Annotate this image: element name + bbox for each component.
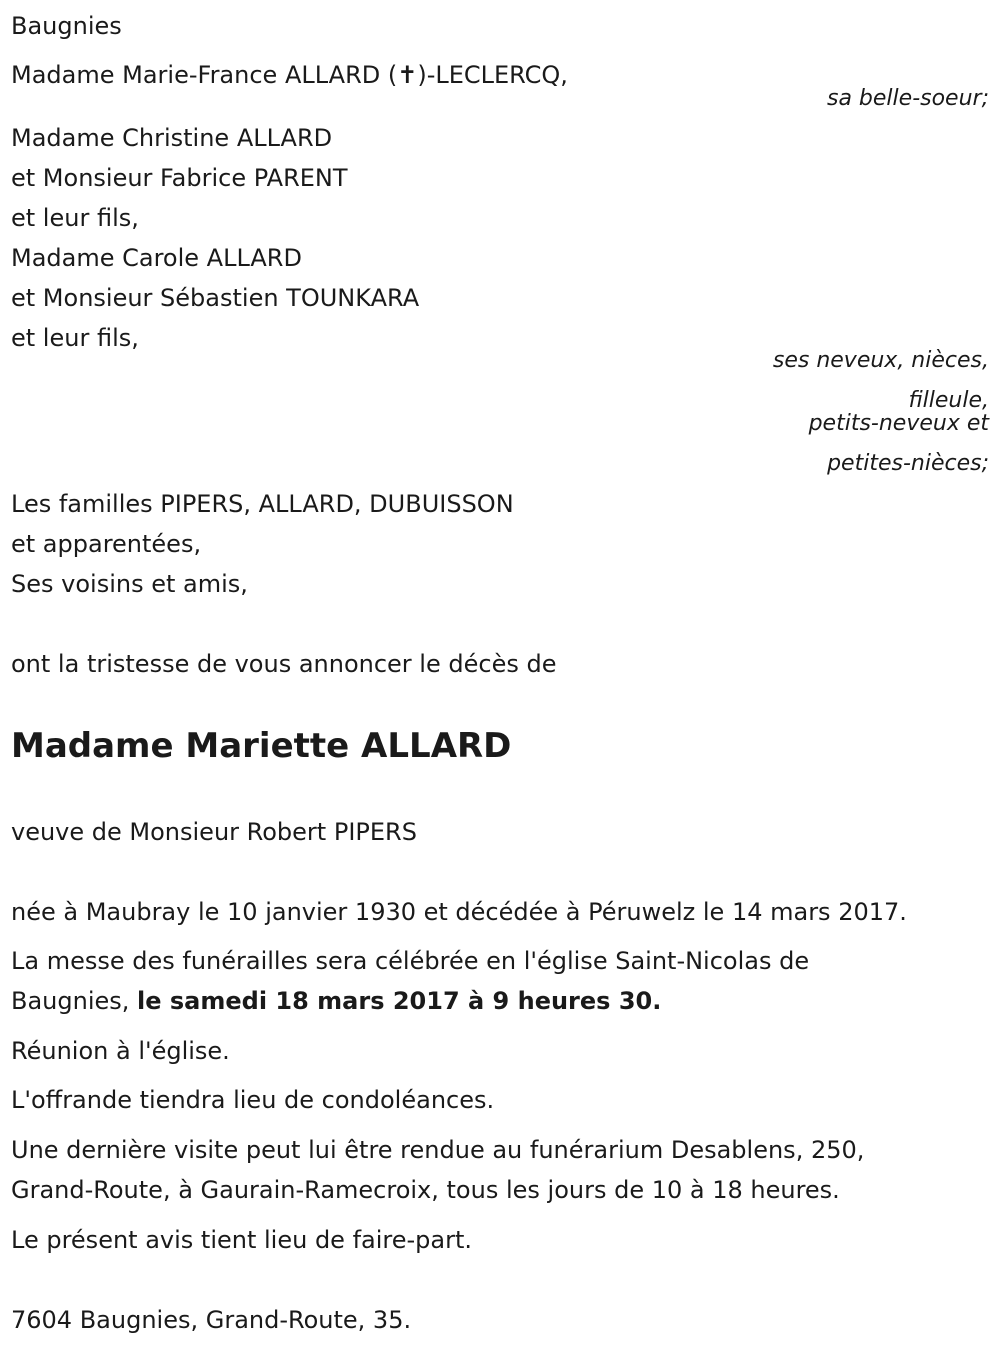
nephews-relation: ses neveux, nièces, <box>772 348 989 373</box>
nephews-relation: petites-nièces; <box>827 451 989 476</box>
family-line: Madame Christine ALLARD <box>11 124 333 152</box>
nephews-relation: filleule, <box>908 388 989 413</box>
family-line: et leur fils, <box>11 204 139 232</box>
offering-text: L'offrande tiendra lieu de condoléances. <box>11 1086 495 1114</box>
meeting-text: Réunion à l'église. <box>11 1037 230 1065</box>
birth-death: née à Maubray le 10 janvier 1930 et décédée à Péruwelz le 14 mars 2017. <box>11 898 907 926</box>
family-line: Madame Carole ALLARD <box>11 244 302 272</box>
ceremony-prefix: Baugnies, <box>11 987 138 1015</box>
header-locality: Baugnies <box>11 12 122 40</box>
visit-line: Grand-Route, à Gaurain-Ramecroix, tous les jours de 10 à 18 heures. <box>11 1176 840 1204</box>
other-family-line: Ses voisins et amis, <box>11 570 248 598</box>
family-line: et leur fils, <box>11 324 139 352</box>
sister-in-law-relation: sa belle-soeur; <box>827 86 989 111</box>
widow-of: veuve de Monsieur Robert PIPERS <box>11 818 417 846</box>
other-family-line: Les familles PIPERS, ALLARD, DUBUISSON <box>11 490 514 518</box>
visit-line: Une dernière visite peut lui être rendue au funérarium Desablens, 250, <box>11 1136 865 1164</box>
nephews-relation: petits-neveux et <box>808 411 989 436</box>
notice-text: Le présent avis tient lieu de faire-part. <box>11 1226 473 1254</box>
announcement-text: ont la tristesse de vous annoncer le décès de <box>11 650 557 678</box>
family-line: et Monsieur Fabrice PARENT <box>11 164 348 192</box>
family-line: et Monsieur Sébastien TOUNKARA <box>11 284 420 312</box>
sister-in-law-name: Madame Marie-France ALLARD (✝)-LECLERCQ, <box>11 61 568 89</box>
address-text: 7604 Baugnies, Grand-Route, 35. <box>11 1306 412 1334</box>
ceremony-line <box>11 981 661 1021</box>
deceased-name: Madame Mariette ALLARD <box>11 726 512 766</box>
ceremony-line: La messe des funérailles sera célébrée en l'église Saint-Nicolas de <box>11 947 810 975</box>
other-family-line: et apparentées, <box>11 530 202 558</box>
ceremony-datetime: le samedi 18 mars 2017 à 9 heures 30. <box>137 987 662 1015</box>
